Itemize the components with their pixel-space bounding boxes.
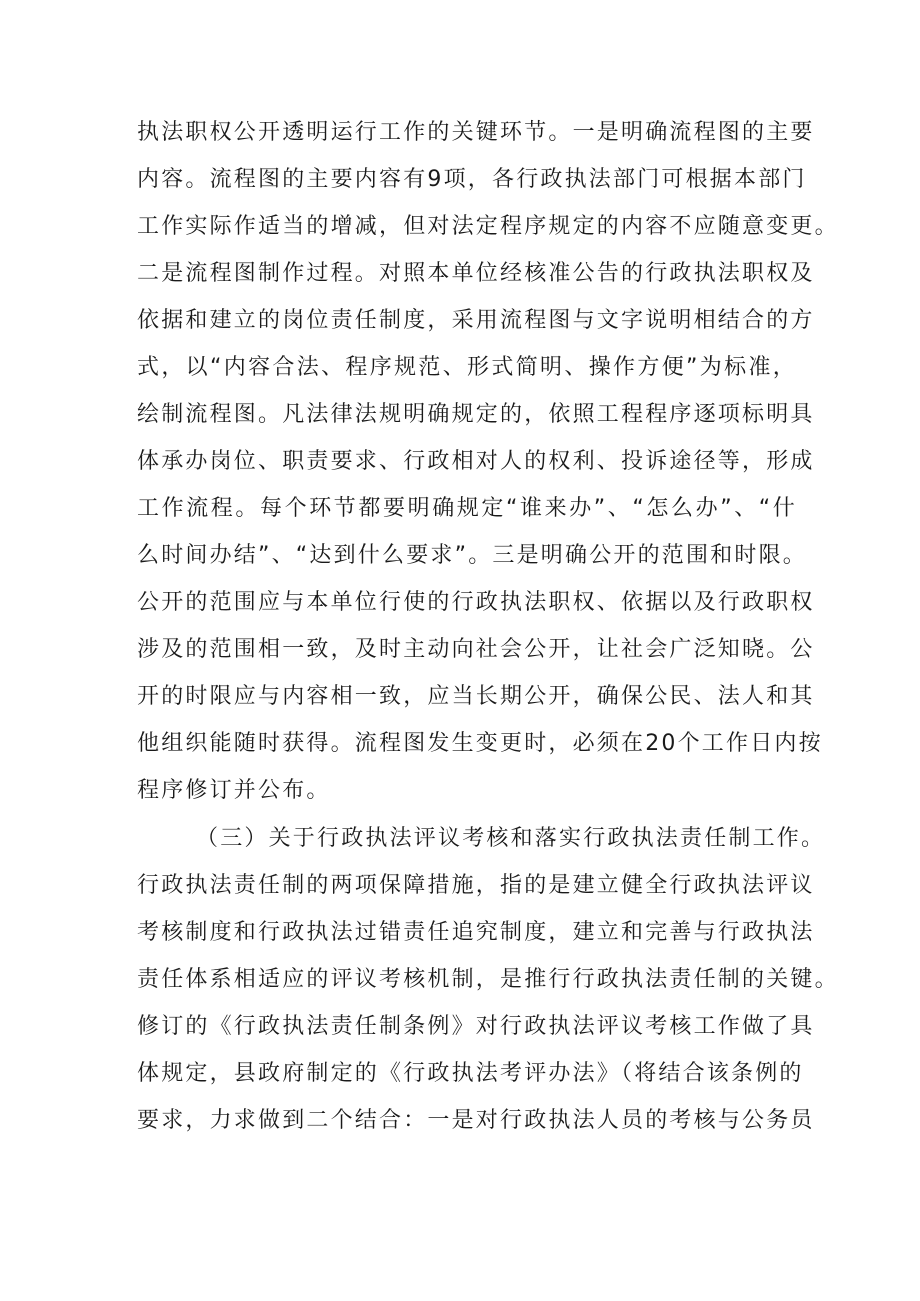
text-line: 要求，力求做到二个结合：一是对行政执法人员的考核与公务员 [137, 1108, 815, 1133]
text-line: 考核制度和行政执法过错责任追究制度，建立和完善与行政执法 [137, 920, 815, 945]
text-line: 依据和建立的岗位责任制度，采用流程图与文字说明相结合的方 [137, 308, 815, 333]
text-line: 式，以“内容合法、程序规范、形式简明、操作方便”为标准， [137, 355, 797, 380]
text-line: 行政执法责任制的两项保障措施，指的是建立健全行政执法评议 [137, 873, 815, 898]
text-line: 工作实际作适当的增减，但对法定程序规定的内容不应随意变更。 [137, 214, 839, 239]
text-line: 么时间办结”、“达到什么要求”。三是明确公开的范围和时限。 [137, 543, 807, 568]
text-line: 公开的范围应与本单位行使的行政执法职权、依据以及行政职权 [137, 590, 815, 615]
text-line: 他组织能随时获得。流程图发生变更时，必须在20个工作日内按 [137, 731, 823, 756]
text-line: 涉及的范围相一致，及时主动向社会公开，让社会广泛知晓。公 [137, 637, 815, 662]
text-line: 程序修订并公布。 [137, 778, 331, 803]
text-line: 内容。流程图的主要内容有9项，各行政执法部门可根据本部门 [137, 167, 807, 192]
text-line: 工作流程。每个环节都要明确规定“谁来办”、“怎么办”、“什 [137, 496, 797, 521]
text-line: 责任体系相适应的评议考核机制，是推行行政执法责任制的关键。 [137, 967, 839, 992]
text-line: 修订的《行政执法责任制条例》对行政执法评议考核工作做了具 [137, 1014, 815, 1039]
text-line: 体规定，县政府制定的《行政执法考评办法》（将结合该条例的 [137, 1061, 804, 1086]
text-line: 体承办岗位、职责要求、行政相对人的权利、投诉途径等，形成 [137, 449, 815, 474]
text-line: 执法职权公开透明运行工作的关键环节。一是明确流程图的主要 [137, 120, 815, 145]
text-line: 开的时限应与内容相一致，应当长期公开，确保公民、法人和其 [137, 684, 815, 709]
text-line: 绘制流程图。凡法律法规明确规定的，依照工程程序逐项标明具 [137, 402, 815, 427]
section-heading: （三）关于行政执法评议考核和落实行政执法责任制工作。 [196, 826, 826, 851]
text-line: 二是流程图制作过程。对照本单位经核准公告的行政执法职权及 [137, 261, 815, 286]
